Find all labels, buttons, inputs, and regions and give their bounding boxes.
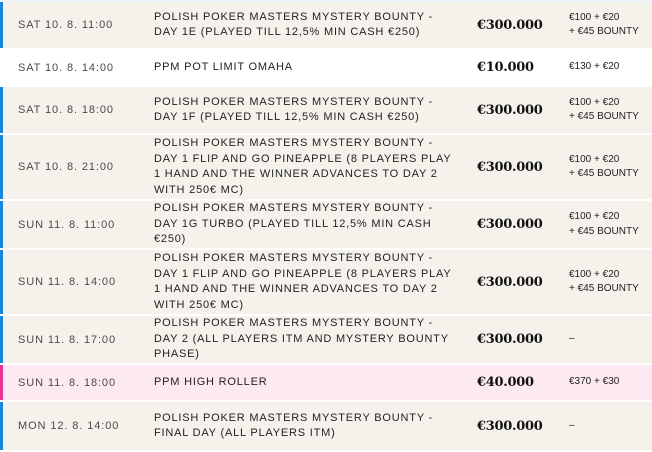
event-date: SAT 10. 8. 18:00 — [18, 104, 114, 116]
table-row[interactable] — [0, 87, 652, 135]
row-accent-bar — [0, 365, 3, 400]
event-prize: €40.000 — [477, 375, 534, 390]
event-name: POLISH POKER MASTERS MYSTERY BOUNTY - DAY 1E (PLAYED TILL 12,5% MIN CASH €250) — [154, 10, 433, 38]
event-date: MON 12. 8. 14:00 — [18, 420, 120, 432]
table-row[interactable] — [0, 135, 652, 201]
event-name: POLISH POKER MASTERS MYSTERY BOUNTY - DAY 1F (PLAYED TILL 12,5% MIN CASH €250) — [154, 95, 433, 123]
buyin-line-2: + €45 BOUNTY — [569, 168, 639, 179]
event-buyin — [549, 96, 652, 125]
event-name: POLISH POKER MASTERS MYSTERY BOUNTY - DAY 2 (ALL PLAYERS ITM AND MYSTERY BOUNTY PHASE) — [154, 317, 449, 361]
buyin-line-1: €100 + €20 — [569, 153, 620, 165]
event-prize: €300.000 — [477, 17, 543, 33]
buyin-line-1: €130 + €20 — [569, 61, 620, 73]
row-accent-bar — [0, 316, 3, 363]
event-buyin — [549, 419, 652, 434]
row-accent-bar — [0, 402, 3, 450]
event-prize: €300.000 — [477, 418, 543, 434]
event-prize: €300.000 — [477, 159, 543, 175]
row-accent-bar — [0, 201, 3, 248]
event-buyin — [549, 375, 652, 390]
event-buyin — [549, 11, 652, 40]
event-date: SUN 11. 8. 14:00 — [18, 276, 116, 288]
tournament-schedule-table — [0, 2, 652, 452]
event-prize: €300.000 — [477, 274, 543, 290]
buyin-line-1: €370 + €30 — [569, 376, 620, 388]
event-prize: €300.000 — [477, 102, 543, 118]
buyin-line-2: + €45 BOUNTY — [569, 225, 639, 237]
buyin-line-2: + €45 BOUNTY — [569, 111, 639, 122]
buyin-line-1: – — [569, 419, 575, 431]
event-buyin — [549, 60, 652, 75]
table-row[interactable] — [0, 250, 652, 316]
buyin-line-1: €100 + €20 — [569, 11, 620, 23]
event-buyin — [549, 153, 652, 182]
event-name: POLISH POKER MASTERS MYSTERY BOUNTY - DAY 1 FLIP AND GO PINEAPPLE (8 PLAYERS PLAY 1 HAND AND THE WINNER ADVANCES TO DAY 2 WITH 250€ MC) — [154, 137, 452, 196]
event-buyin — [549, 268, 652, 297]
event-buyin — [549, 332, 652, 347]
table-row[interactable] — [0, 316, 652, 365]
event-date: SAT 10. 8. 14:00 — [18, 61, 114, 74]
event-name: PPM POT LIMIT OMAHA — [154, 60, 293, 73]
event-buyin — [549, 210, 652, 239]
row-accent-bar — [0, 250, 3, 314]
row-accent-bar — [0, 87, 3, 133]
buyin-line-1: €100 + €20 — [569, 211, 620, 222]
buyin-line-2: + €45 BOUNTY — [569, 26, 639, 37]
buyin-line-2: + €45 BOUNTY — [569, 283, 639, 294]
event-name: POLISH POKER MASTERS MYSTERY BOUNTY - DAY 1G TURBO (PLAYED TILL 12,5% MIN CASH €250) — [154, 202, 433, 246]
buyin-line-1: – — [569, 333, 575, 345]
event-prize: €300.000 — [477, 332, 543, 347]
row-accent-bar — [0, 135, 3, 199]
event-name: POLISH POKER MASTERS MYSTERY BOUNTY - FINAL DAY (ALL PLAYERS ITM) — [154, 411, 433, 439]
event-prize: €300.000 — [477, 217, 543, 232]
table-row[interactable] — [0, 201, 652, 250]
table-row[interactable] — [0, 402, 652, 452]
event-prize: €10.000 — [477, 60, 534, 75]
event-name: PPM HIGH ROLLER — [154, 375, 268, 388]
buyin-line-1: €100 + €20 — [569, 268, 620, 280]
event-date: SUN 11. 8. 18:00 — [18, 376, 116, 389]
event-date: SUN 11. 8. 11:00 — [18, 218, 116, 231]
event-date: SAT 10. 8. 21:00 — [18, 161, 114, 173]
event-name: POLISH POKER MASTERS MYSTERY BOUNTY - DAY 1 FLIP AND GO PINEAPPLE (8 PLAYERS PLAY 1 HAND AND THE WINNER ADVANCES TO DAY 2 WITH 250€ MC) — [154, 252, 452, 311]
table-row[interactable] — [0, 2, 652, 50]
buyin-line-1: €100 + €20 — [569, 96, 620, 108]
row-accent-bar — [0, 2, 3, 48]
table-row[interactable] — [0, 50, 652, 87]
event-date: SAT 10. 8. 11:00 — [18, 19, 114, 31]
event-date: SUN 11. 8. 17:00 — [18, 333, 116, 346]
table-row-highlighted[interactable] — [0, 365, 652, 402]
